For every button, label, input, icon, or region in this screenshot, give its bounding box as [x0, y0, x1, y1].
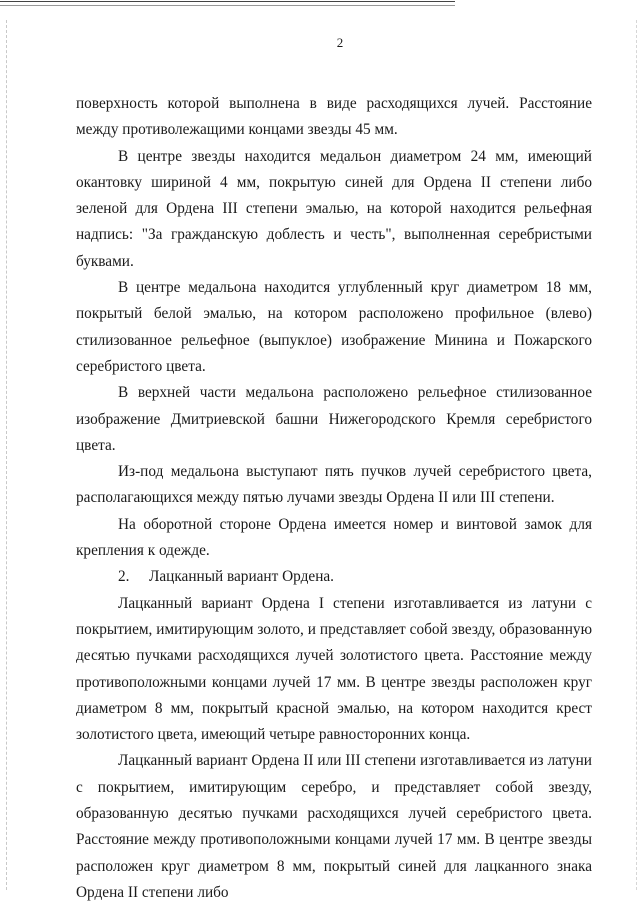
section-heading [76, 564, 592, 590]
document-body [76, 91, 592, 906]
paragraph-medallion: В центре звезды находится медальон диаметром 24 мм, имеющий окантовку шириной 4 мм, покрытую синей для Ордена II степени либо зеленой для Ордена III степени эмалью, на которой находится рельефная надпись: "За гражданскую доблесть и честь", выполненная серебристыми буквами. [76, 147, 592, 270]
paragraph-reverse-side: На оборотной стороне Ордена имеется номер и винтовой замок для крепления к одежде. [76, 515, 592, 560]
paragraph-ray-bundles: Из-под медальона выступают пять пучков лучей серебристого цвета, располагающихся между пятью лучами звезды Ордена II или III степени. [76, 463, 592, 507]
top-rule-secondary [0, 5, 455, 6]
paragraph-lapel-first-degree: Лацканный вариант Ордена I степени изготавливается из латуни с покрытием, имитирующим золото, и представляет собой звезду, образованную десятью пучками расходящихся лучей золотистого цвета. Расстояние между противоположными концами лучей 17 мм. В центре звезды расположен круг диаметром 8 мм, покрытый красной эмалью, на котором находится крест золотистого цвета, имеющий четыре равносторонних конца. [76, 594, 592, 744]
paragraph-lapel-second-third-degree: Лацканный вариант Ордена II или III степени изготавливается из латуни с покрытием, имитирующим серебро, и представляет собой звезду, образованную десятью пучками расходящихся лучей серебристого цвета. Расстояние между противоположными концами лучей 17 мм. В центре звезды расположен круг диаметром 8 мм, покрытый синей для лацканного знака Ордена II степени либо [76, 752, 592, 901]
section-title: Лацканный вариант Ордена. [149, 568, 334, 586]
page-number: 2 [336, 35, 344, 50]
top-rule [0, 1, 455, 2]
left-scan-edge [6, 20, 8, 890]
paragraph-continuation: поверхность которой выполнена в виде расходящихся лучей. Расстояние между противолежащими концами звезды 45 мм. [76, 95, 592, 139]
right-scan-edge [636, 20, 638, 890]
paragraph-tower: В верхней части медальона расположено рельефное стилизованное изображение Дмитриевской башни Нижегородского Кремля серебристого цвета. [76, 384, 592, 454]
section-number: 2. [118, 568, 130, 586]
paragraph-medallion-center: В центре медальона находится углубленный круг диаметром 18 мм, покрытый белой эмалью, на котором расположено профильное (влево) стилизованное рельефное (выпуклое) изображение Минина и Пожарского серебристого цвета. [76, 279, 592, 375]
